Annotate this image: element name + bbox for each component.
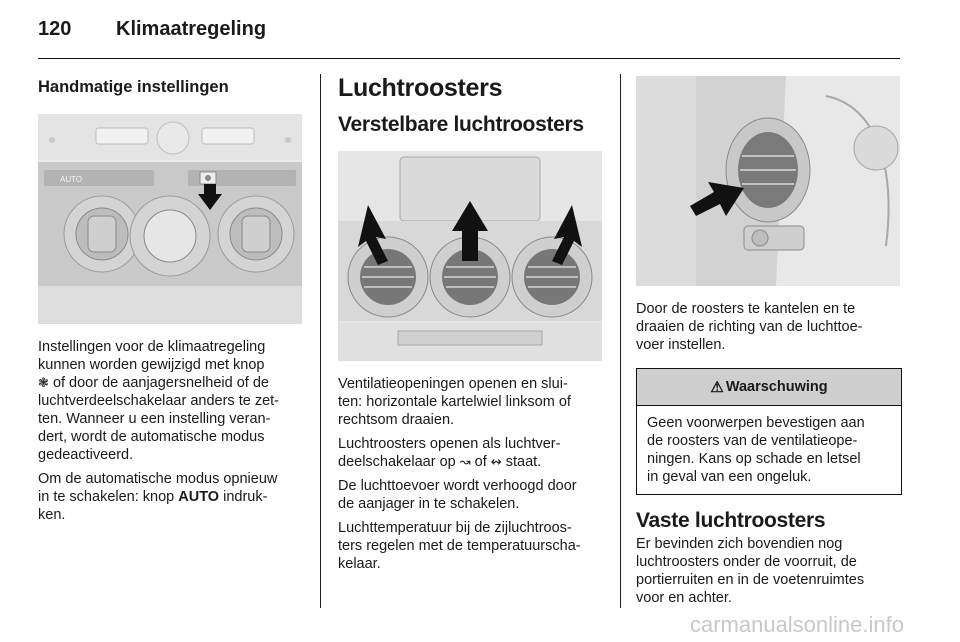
warning-text: Geen voorwerpen bevestigen aan de roosters van de ventilatieope- ningen. Kans op schade en letsel in geval van een ongeluk.	[647, 415, 865, 485]
warning-triangle-icon: ⚠	[710, 379, 724, 396]
column-vent-direction	[636, 70, 902, 613]
vent-direction-body	[636, 300, 902, 354]
warning-body	[637, 406, 901, 494]
vents-para3: De luchttoevoer wordt verhoogd door de aanjager in te schakelen.	[338, 478, 577, 512]
manual-settings-body	[38, 338, 304, 524]
manual-settings-heading: Handmatige instellingen	[38, 78, 229, 96]
vent-direction-para: Door de roosters te kantelen en te draaien de richting van de luchttoe- voer instellen.	[636, 301, 863, 353]
adjustable-vents-subtitle: Verstelbare luchtroosters	[338, 113, 584, 136]
vents-para2: Luchtroosters openen als luchtver- deelschakelaar op ↝ of ↭ staat.	[338, 436, 561, 470]
column-divider-2	[620, 74, 621, 608]
column-divider-1	[320, 74, 321, 608]
adjustable-vents-illustration	[338, 151, 604, 361]
side-vent-drawing	[636, 76, 900, 286]
section-title: Klimaatregeling	[116, 18, 267, 40]
fixed-vents-heading: Vaste luchtroosters	[636, 509, 826, 532]
manual-settings-para1: Instellingen voor de klimaatregeling kunnen worden gewijzigd met knop ❃ of door de aanjagersnelheid of de luchtverdeelschakelaar anders te zet- ten. Wanneer u een instelling veran- dert, wordt de automatische modus gedeactiveerd.	[38, 339, 279, 463]
column-manual-settings	[38, 70, 304, 530]
fan-icon: ❃	[38, 375, 49, 390]
adjustable-vents-body	[338, 375, 604, 573]
manual-settings-para2: Om de automatische modus opnieuw in te schakelen: knop AUTO indruk- ken.	[38, 471, 278, 523]
page-header	[38, 18, 266, 41]
side-vent-illustration	[636, 76, 902, 286]
auto-button-ref: AUTO	[178, 489, 220, 505]
vent-face-feet-icon: ↭	[490, 454, 502, 469]
fixed-vents-para: Er bevinden zich bovendien nog luchtroosters onder de voorruit, de portierruiten en in de voetenruimtes voor en achter.	[636, 536, 865, 606]
warning-title: Waarschuwing	[725, 379, 828, 395]
header-rule	[38, 58, 900, 59]
warning-box	[636, 368, 902, 495]
warning-header	[637, 369, 901, 406]
vents-para1: Ventilatieopeningen openen en slui- ten: horizontale kartelwiel linksom of rechtsom draaien.	[338, 376, 571, 428]
watermark-text: carmanualsonline.info	[689, 612, 904, 637]
column-air-vents	[338, 70, 604, 579]
vents-para4: Luchttemperatuur bij de zijluchtroos- ters regelen met de temperatuurscha- kelaar.	[338, 520, 581, 572]
vent-face-icon: ↝	[459, 454, 471, 469]
adjustable-vents-drawing	[338, 151, 602, 361]
climate-panel-illustration	[38, 114, 304, 324]
panel-auto-label: AUTO	[60, 175, 83, 184]
page-number: 120	[38, 18, 72, 40]
climate-panel-drawing	[38, 114, 302, 324]
air-vents-title: Luchtroosters	[338, 74, 503, 102]
